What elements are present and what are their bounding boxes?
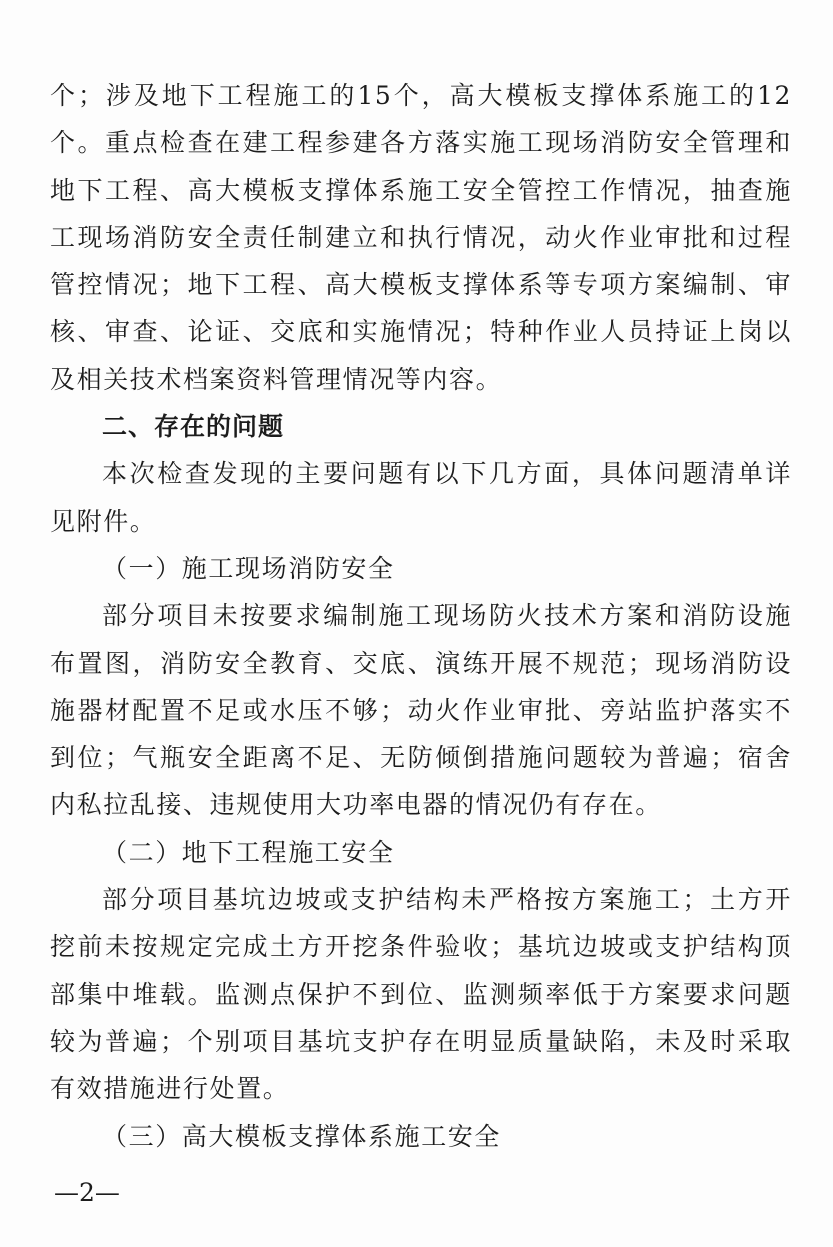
paragraph-fire-safety: 部分项目未按要求编制施工现场防火技术方案和消防设施布置图，消防安全教育、交底、演练开展不规范；现场消防设施器材配置不足或水压不够；动火作业审批、旁站监护落实不到位；气瓶安全距离不足、无防倾倒措施问题较为普遍；宿舍内私拉乱接、违规使用大功率电器的情况仍有存在。 — [50, 601, 792, 820]
section-heading-problems: 二、存在的问题 — [102, 412, 285, 442]
paragraph-inspection-scope: 个；涉及地下工程施工的15个，高大模板支撑体系施工的12个。重点检查在建工程参建各方落实施工现场消防安全管理和地下工程、高大模板支撑体系施工安全管控工作情况，抽查施工现场消防安全责任制建立和执行情况，动火作业审批和过程管控情况；地下工程、高大模板支撑体系等专项方案编制、审核、审查、论证、交底和实施情况；特种作业人员持证上岗以及相关技术档案资料管理情况等内容。 — [50, 81, 792, 394]
subheading-fire-safety: （一）施工现场消防安全 — [102, 553, 395, 583]
page-number: —2— — [54, 1178, 120, 1207]
document-body — [50, 72, 792, 1160]
subheading-formwork-safety: （三）高大模板支撑体系施工安全 — [102, 1121, 502, 1151]
paragraph-problems-intro: 本次检查发现的主要问题有以下几方面，具体问题清单详见附件。 — [50, 459, 792, 536]
subheading-underground-safety: （二）地下工程施工安全 — [102, 837, 395, 867]
paragraph-underground-safety: 部分项目基坑边坡或支护结构未严格按方案施工；土方开挖前未按规定完成土方开挖条件验收；基坑边坡或支护结构顶部集中堆载。监测点保护不到位、监测频率低于方案要求问题较为普遍；个别项目基坑支护存在明显质量缺陷，未及时采取有效措施进行处置。 — [50, 885, 792, 1104]
